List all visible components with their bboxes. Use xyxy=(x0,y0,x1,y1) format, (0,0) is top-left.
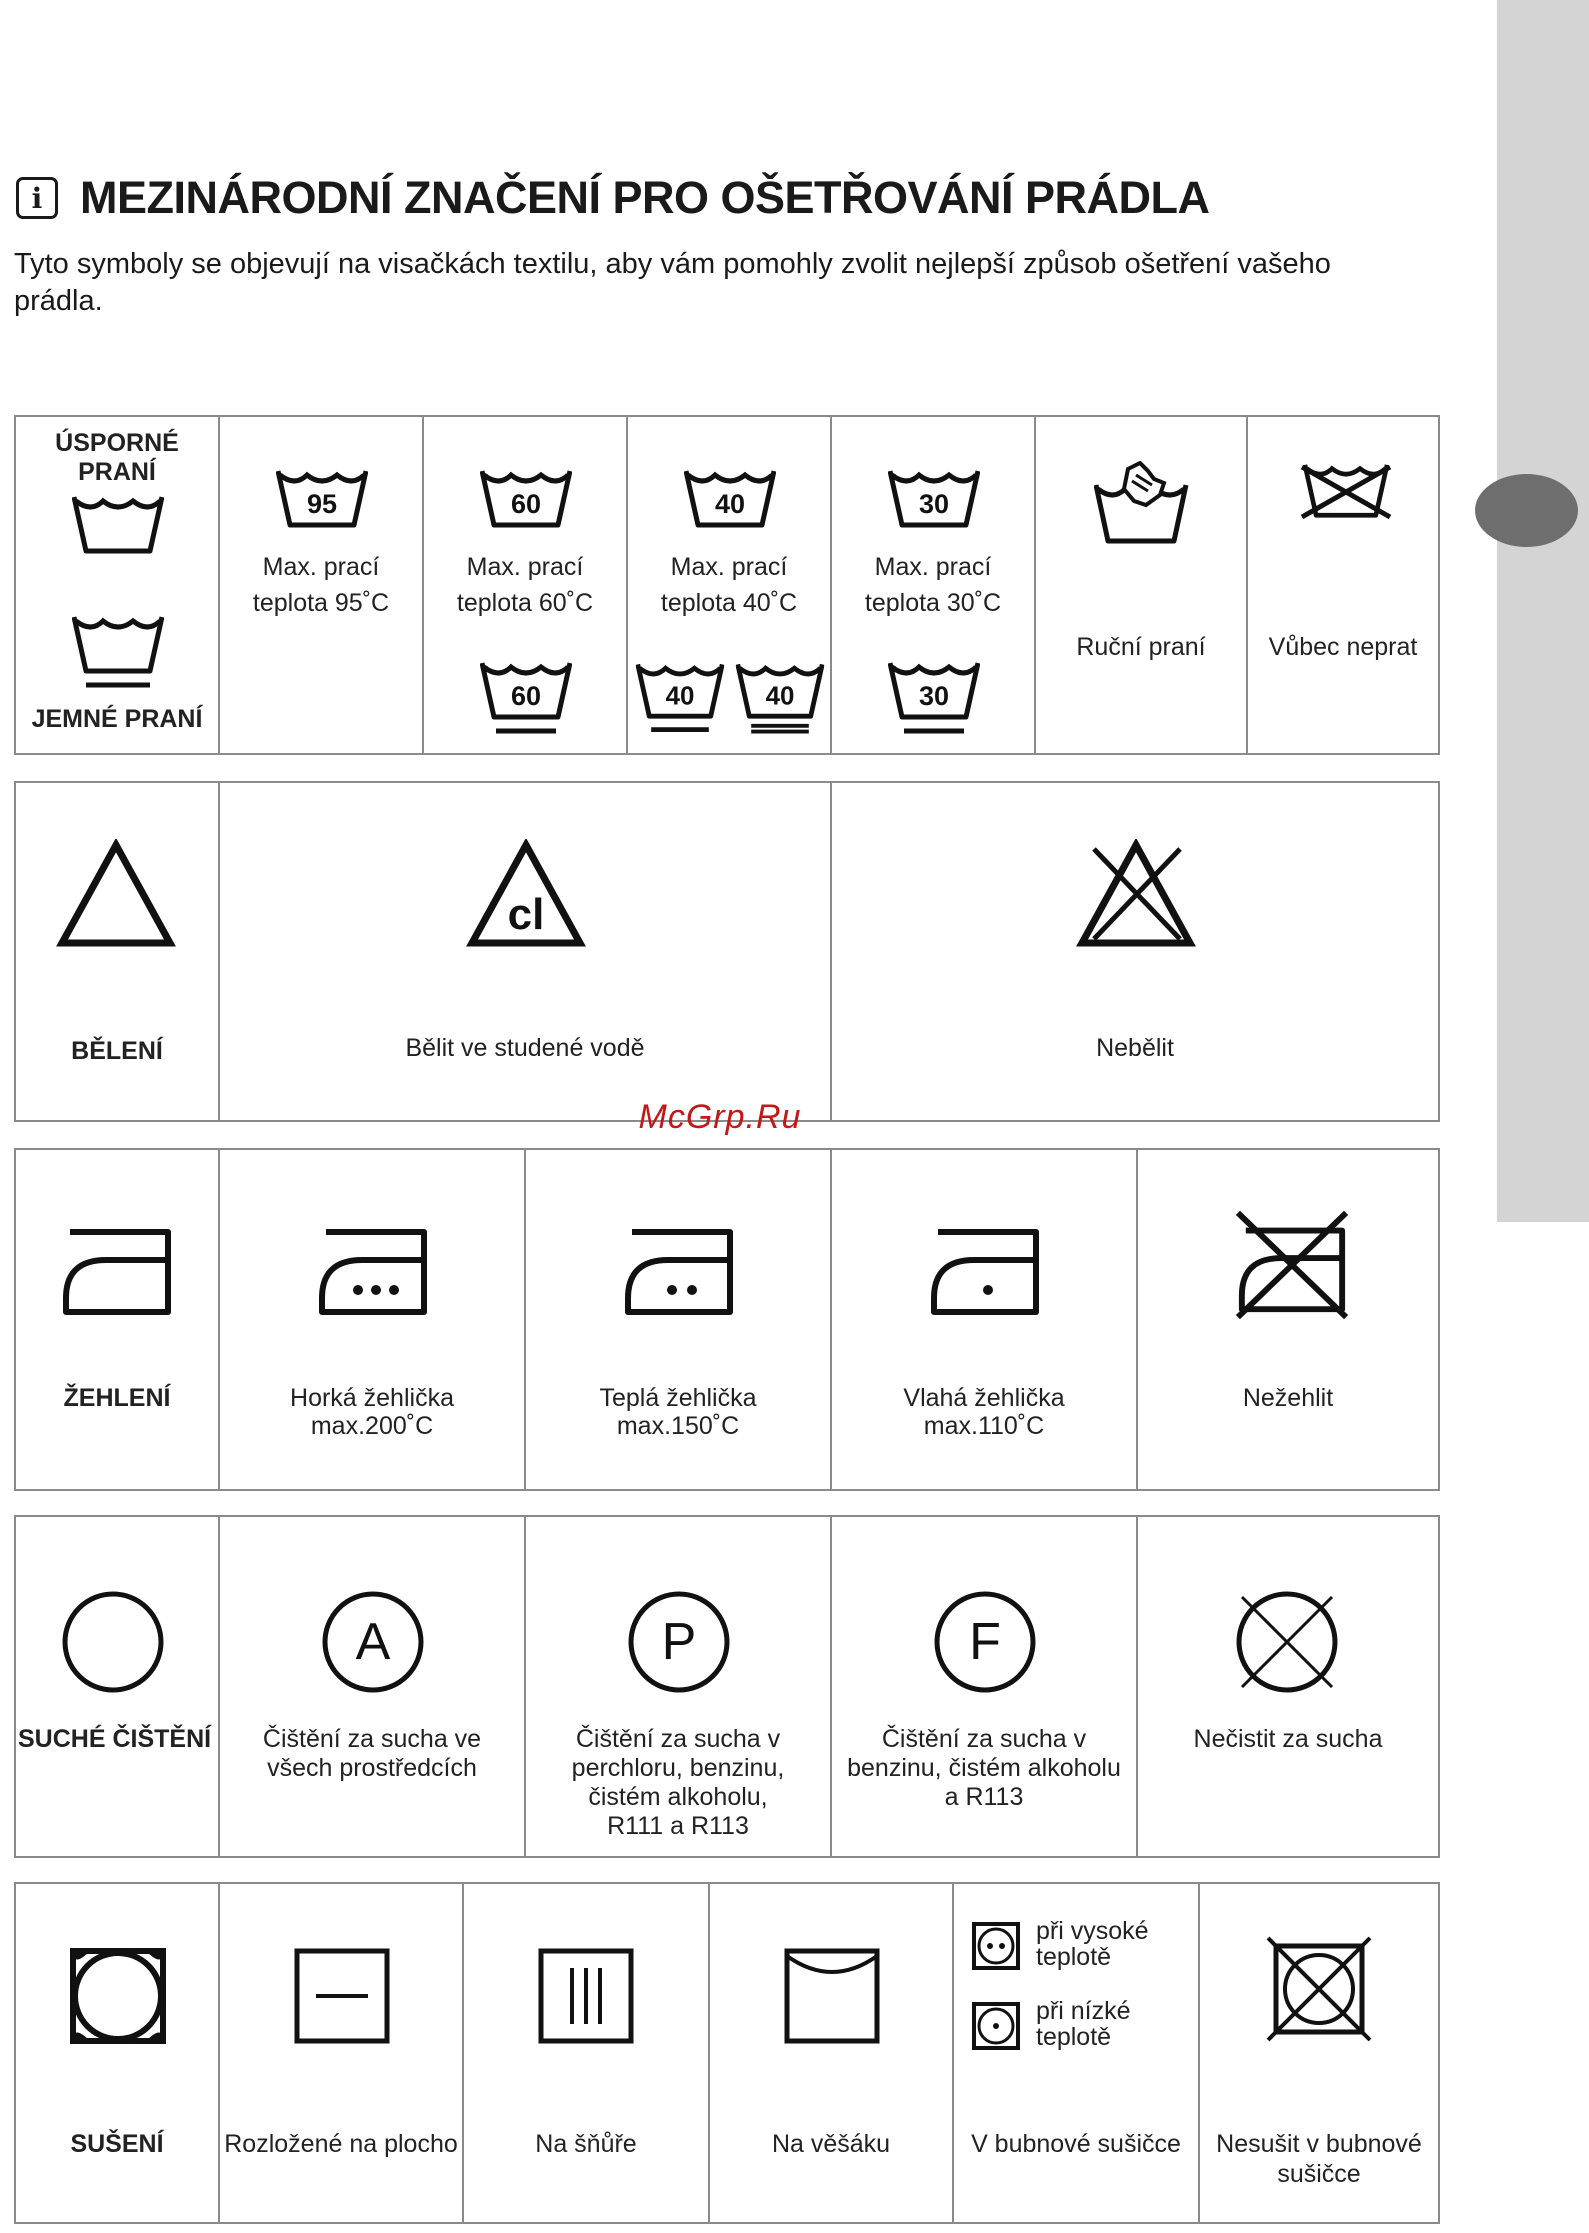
cool-iron-cell xyxy=(832,1150,1138,1489)
wash-30-label: Max. prací xyxy=(874,553,992,581)
bleaching-header-cell xyxy=(16,783,220,1120)
section-side-tab xyxy=(1497,0,1589,1222)
washing-table xyxy=(14,415,1440,755)
no-iron-cell xyxy=(1138,1150,1438,1489)
no-iron-icon xyxy=(1234,1206,1350,1322)
no-bleach-label: Nebělit xyxy=(1096,1034,1174,1062)
dry-clean-a-icon xyxy=(320,1589,426,1695)
dry-line-cell xyxy=(464,1884,710,2222)
dry-clean-f-icon xyxy=(932,1589,1038,1695)
page-title xyxy=(16,172,1210,224)
hot-iron-icon xyxy=(318,1218,428,1318)
chlorine-bleach-icon xyxy=(466,839,586,947)
dry-line-label: Na šňůře xyxy=(535,2130,637,2158)
tumble-high-label-2: teplotě xyxy=(1036,1943,1112,1971)
wash-60-gentle-value: 60 xyxy=(510,681,542,711)
wash-60-gentle-icon xyxy=(476,659,576,735)
wash-30-gentle-value: 30 xyxy=(918,681,950,711)
warm-iron-icon xyxy=(624,1218,734,1318)
dry-line-icon xyxy=(538,1948,634,2044)
no-tumble-cell xyxy=(1200,1884,1438,2222)
cold-bleach-label: Bělit ve studené vodě xyxy=(405,1034,645,1062)
bleaching-table xyxy=(14,781,1440,1122)
wash-30-label-2: teplota 30˚C xyxy=(864,589,1002,617)
wash-60-value: 60 xyxy=(510,489,542,519)
no-wash-icon xyxy=(1296,461,1396,523)
gentle-wash-icon xyxy=(72,615,164,689)
dry-clean-p-label-2: perchloru, benzinu, xyxy=(571,1754,785,1782)
wash-30-gentle-icon xyxy=(884,659,984,735)
wash-40-label-2: teplota 40˚C xyxy=(660,589,798,617)
dry-clean-p-label: Čištění za sucha v xyxy=(575,1725,781,1753)
dry-clean-a-letter: A xyxy=(355,1613,391,1671)
dry-clean-a-label-2: všech prostředcích xyxy=(267,1754,477,1782)
cool-iron-label-2: max.110˚C xyxy=(923,1412,1045,1440)
hot-iron-cell xyxy=(220,1150,526,1489)
dry-clean-f-letter: F xyxy=(969,1613,1001,1671)
dry-clean-f-label-3: a R113 xyxy=(944,1783,1024,1811)
dry-flat-cell xyxy=(220,1884,464,2222)
dry-cleaning-header: SUCHÉ ČIŠTĚNÍ xyxy=(18,1725,212,1753)
bleaching-header: BĚLENÍ xyxy=(71,1037,163,1065)
hand-wash-cell xyxy=(1036,417,1248,753)
dry-cleaning-header-cell xyxy=(16,1517,220,1856)
warm-iron-cell xyxy=(526,1150,832,1489)
section-marker-dot xyxy=(1475,474,1578,547)
ironing-header-cell xyxy=(16,1150,220,1489)
tumble-high-label: při vysoké xyxy=(1036,1917,1149,1945)
cl-symbol: cl xyxy=(507,890,545,939)
wash-40-gentle-icon xyxy=(632,659,728,735)
no-dry-clean-label: Nečistit za sucha xyxy=(1193,1725,1383,1753)
tumble-low-icon xyxy=(972,2002,1020,2050)
no-wash-label: Vůbec neprat xyxy=(1268,633,1418,661)
warm-iron-label-2: max.150˚C xyxy=(616,1412,740,1440)
dry-clean-f-label-2: benzinu, čistém alkoholu xyxy=(847,1754,1121,1782)
hot-iron-label-2: max.200˚C xyxy=(310,1412,434,1440)
dry-hanger-label: Na věšáku xyxy=(771,2130,891,2158)
intro-text: Tyto symboly se objevují na visačkách textilu, aby vám pomohly zvolit nejlepší způsob ošetření vašeho prádla. xyxy=(14,248,1331,317)
wash-40-very-gentle-value: 40 xyxy=(765,682,795,711)
triangle-icon xyxy=(56,839,176,947)
wash-40-icon xyxy=(680,467,780,531)
wash-40-value: 40 xyxy=(714,489,746,519)
wash-60-label: Max. prací xyxy=(466,553,584,581)
tumble-dry-cell xyxy=(954,1884,1200,2222)
washing-header-cell xyxy=(16,417,220,753)
watermark: McGrp.Ru xyxy=(638,1098,802,1136)
wash-95-icon xyxy=(272,467,372,531)
tumble-low-label-2: teplotě xyxy=(1036,2023,1112,2051)
gentle-label: JEMNÉ PRANÍ xyxy=(31,705,203,733)
wash-30-value: 30 xyxy=(918,489,950,519)
tumble-dry-label: V bubnové sušičce xyxy=(971,2130,1181,2158)
dry-clean-p-cell xyxy=(526,1517,832,1856)
dry-clean-a-cell xyxy=(220,1517,526,1856)
no-iron-label: Nežehlit xyxy=(1242,1384,1334,1412)
wash-40-gentle-value: 40 xyxy=(665,682,695,711)
dry-clean-p-label-3: čistém alkoholu, xyxy=(588,1783,768,1811)
hand-wash-icon xyxy=(1094,461,1190,545)
wash-60-label-2: teplota 60˚C xyxy=(456,589,594,617)
dry-hanger-cell xyxy=(710,1884,954,2222)
tumble-high-icon xyxy=(972,1922,1020,1970)
cool-iron-label: Vlahá žehlička xyxy=(903,1384,1065,1412)
no-dry-clean-icon xyxy=(1234,1589,1340,1695)
wash-60-cell xyxy=(424,417,628,753)
wash-95-label: Max. prací xyxy=(262,553,380,581)
square-icon xyxy=(70,1948,166,2044)
ironing-header: ŽEHLENÍ xyxy=(63,1384,171,1412)
dry-clean-p-icon xyxy=(626,1589,732,1695)
info-icon: i xyxy=(16,177,58,219)
no-wash-cell xyxy=(1248,417,1438,753)
hot-iron-label: Horká žehlička xyxy=(290,1384,454,1412)
warm-iron-label: Teplá žehlička xyxy=(599,1384,757,1412)
economy-label-2: PRANÍ xyxy=(78,458,156,486)
wash-30-cell xyxy=(832,417,1036,753)
dry-clean-p-letter: P xyxy=(661,1613,697,1671)
drying-header: SUŠENÍ xyxy=(70,2130,164,2158)
circle-icon xyxy=(60,1589,166,1695)
wash-30-icon xyxy=(884,467,984,531)
cold-bleach-cell xyxy=(220,783,832,1120)
drying-table xyxy=(14,1882,1440,2224)
wash-95-value: 95 xyxy=(306,489,338,519)
no-bleach-cell xyxy=(832,783,1438,1120)
dry-flat-icon xyxy=(294,1948,390,2044)
tumble-low-label: při nízké xyxy=(1036,1997,1131,2025)
dry-clean-a-label: Čištění za sucha ve xyxy=(262,1725,482,1753)
wash-95-cell xyxy=(220,417,424,753)
ironing-table xyxy=(14,1148,1440,1491)
dry-flat-label: Rozložené na plocho xyxy=(224,2130,458,2158)
page-heading: MEZINÁRODNÍ ZNAČENÍ PRO OŠETŘOVÁNÍ PRÁDLA xyxy=(80,172,1210,223)
no-tumble-label: Nesušit v bubnové xyxy=(1216,2130,1422,2158)
wash-40-label: Max. prací xyxy=(670,553,788,581)
no-dry-clean-cell xyxy=(1138,1517,1438,1856)
wash-40-very-gentle-icon xyxy=(732,659,828,735)
wash-40-cell xyxy=(628,417,832,753)
no-bleach-icon xyxy=(1076,839,1196,947)
cool-iron-icon xyxy=(930,1218,1040,1318)
wash-95-label-2: teplota 95˚C xyxy=(252,589,390,617)
drying-header-cell xyxy=(16,1884,220,2222)
dry-clean-f-label: Čištění za sucha v xyxy=(881,1725,1087,1753)
no-tumble-icon xyxy=(1266,1936,1372,2042)
dry-cleaning-table xyxy=(14,1515,1440,1858)
wash-60-icon xyxy=(476,467,576,531)
hand-wash-label: Ruční praní xyxy=(1076,633,1206,661)
dry-clean-p-label-4: R111 a R113 xyxy=(607,1812,749,1840)
dry-clean-f-cell xyxy=(832,1517,1138,1856)
economy-label: ÚSPORNÉ xyxy=(55,429,179,457)
iron-icon xyxy=(62,1218,172,1318)
no-tumble-label-2: sušičce xyxy=(1277,2160,1361,2188)
dry-hanger-icon xyxy=(784,1948,880,2044)
wash-tub-icon xyxy=(72,495,164,555)
